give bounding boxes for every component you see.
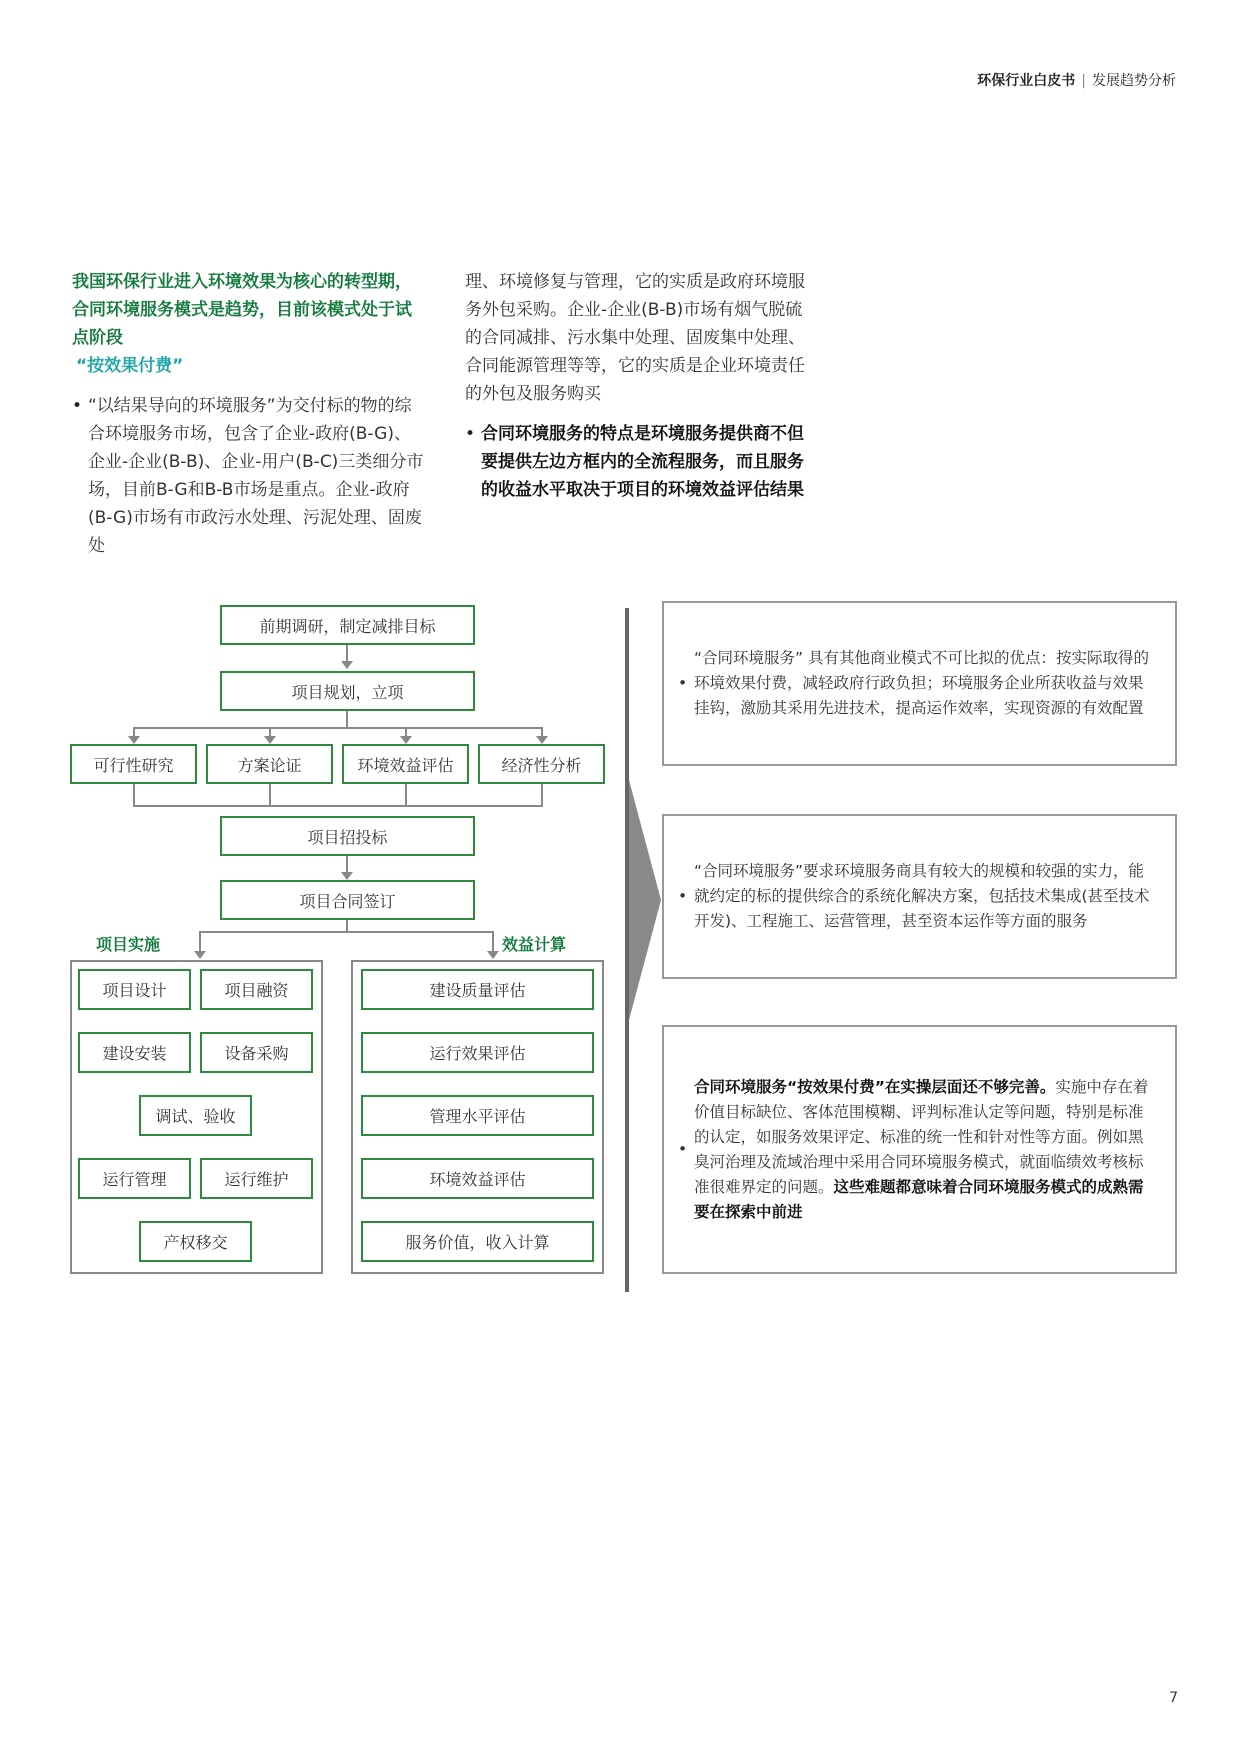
calc-effect: 运行效果评估	[361, 1032, 594, 1073]
flow-bidding: 项目招投标	[220, 816, 475, 856]
arrow-down-icon	[341, 661, 353, 669]
connector	[133, 727, 543, 729]
impl-finance: 项目融资	[200, 969, 313, 1010]
arrow-down-icon	[400, 736, 412, 744]
flow-contract: 项目合同签订	[220, 880, 475, 920]
mid-bullet-text: 合同环境服务的特点是环境服务提供商不但要提供左边方框内的全流程服务，而且服务的收益水平取决于项目的环境效益评估结果	[481, 424, 804, 500]
info-panel-2	[662, 814, 1177, 979]
panel-3-body: 实施中存在着价值目标缺位、客体范围模糊、评判标准认定等问题，特别是标准的认定，如服务效果评定、标准的统一性和针对性等方面。例如黑臭河治理及流域治理中采用合同环境服务模式，就面临绩效考核标准很难界定的问题。	[694, 1077, 1149, 1196]
mid-bullet	[465, 420, 805, 504]
chevron-right-icon	[629, 780, 661, 1020]
connector	[133, 805, 543, 807]
info-panel-1	[662, 601, 1177, 766]
section-subheading: “按效果付费”	[76, 356, 184, 376]
mid-continuation-text: 理、环境修复与管理，它的实质是政府环境服务外包采购。企业-企业(B-B)市场有烟气脱硫的合同减排、污水集中处理、固废集中处理、合同能源管理等等，它的实质是企业环境责任的外包及服务购买	[465, 272, 805, 404]
connector	[492, 931, 494, 951]
impl-design: 项目设计	[78, 969, 191, 1010]
calc-revenue: 服务价值，收入计算	[361, 1221, 594, 1262]
calc-quality: 建设质量评估	[361, 969, 594, 1010]
flow-env-benefit: 环境效益评估	[342, 744, 469, 784]
bullet-dot: •	[678, 674, 688, 692]
impl-label: 项目实施	[96, 935, 161, 954]
impl-install: 建设安装	[78, 1032, 191, 1073]
flow-feasibility: 可行性研究	[70, 744, 197, 784]
bullet-dot: •	[678, 887, 688, 905]
page-number: 7	[1169, 1690, 1178, 1706]
info-panel-3	[662, 1025, 1177, 1274]
connector	[405, 784, 407, 806]
connector	[199, 931, 494, 933]
arrow-down-icon	[128, 736, 140, 744]
connector	[199, 931, 201, 951]
flow-economic: 经济性分析	[478, 744, 605, 784]
arrow-down-icon	[536, 736, 548, 744]
panel-3-bold-tail: 这些难题都意味着合同环境服务模式的成熟需要在探索中前进	[694, 1177, 1144, 1221]
impl-debug: 调试、验收	[139, 1095, 252, 1136]
panel-3-bold-lead: 合同环境服务“按效果付费”在实操层面还不够完善。	[694, 1077, 1056, 1096]
header-separator: |	[1081, 73, 1086, 89]
impl-procure: 设备采购	[200, 1032, 313, 1073]
left-text-column	[72, 268, 424, 560]
header-section: 发展趋势分析	[1092, 73, 1176, 89]
impl-transfer: 产权移交	[139, 1221, 252, 1262]
header-title: 环保行业白皮书	[977, 73, 1076, 89]
arrow-down-icon	[194, 951, 206, 959]
mid-text-column	[465, 268, 805, 504]
arrow-down-icon	[264, 736, 276, 744]
left-bullet-text: “以结果导向的环境服务”为交付标的物的综合环境服务市场，包含了企业-政府(B-G)、企业-企业(B-B)、企业-用户(B-C)三类细分市场，目前B-G和B-B市场是重点。企业-政府(B-G)市场有市政污水处理、污泥处理、固废处	[88, 396, 424, 556]
connector	[133, 784, 135, 806]
connector	[269, 784, 271, 806]
page-header	[977, 70, 1176, 90]
flow-step-research: 前期调研，制定减排目标	[220, 605, 475, 645]
panel-3-text	[694, 1075, 1153, 1225]
section-heading: 我国环保行业进入环境效果为核心的转型期，合同环境服务模式是趋势，目前该模式处于试点阶段	[72, 272, 412, 348]
impl-maintain: 运行维护	[200, 1158, 313, 1199]
connector	[541, 784, 543, 806]
bullet-dot: •	[72, 396, 83, 416]
arrow-down-icon	[341, 872, 353, 880]
bullet-dot: •	[678, 1140, 688, 1158]
flow-step-planning: 项目规划，立项	[220, 671, 475, 711]
arrow-down-icon	[487, 951, 499, 959]
flow-scheme-review: 方案论证	[206, 744, 333, 784]
calc-management: 管理水平评估	[361, 1095, 594, 1136]
calc-label: 效益计算	[502, 935, 567, 954]
panel-1-text: “合同环境服务” 具有其他商业模式不可比拟的优点：按实际取得的环境效果付费，减轻政府行政负担；环境服务企业所获收益与效果挂钩，激励其采用先进技术，提高运作效率，实现资源的有效配置	[694, 649, 1149, 717]
left-bullet	[72, 392, 424, 560]
connector	[346, 711, 348, 728]
bullet-dot: •	[465, 424, 476, 444]
calc-env-benefit: 环境效益评估	[361, 1158, 594, 1199]
panel-2-text: “合同环境服务”要求环境服务商具有较大的规模和较强的实力，能就约定的标的提供综合的系统化解决方案，包括技术集成(甚至技术开发)、工程施工、运营管理，甚至资本运作等方面的服务	[694, 862, 1150, 930]
impl-operate: 运行管理	[78, 1158, 191, 1199]
